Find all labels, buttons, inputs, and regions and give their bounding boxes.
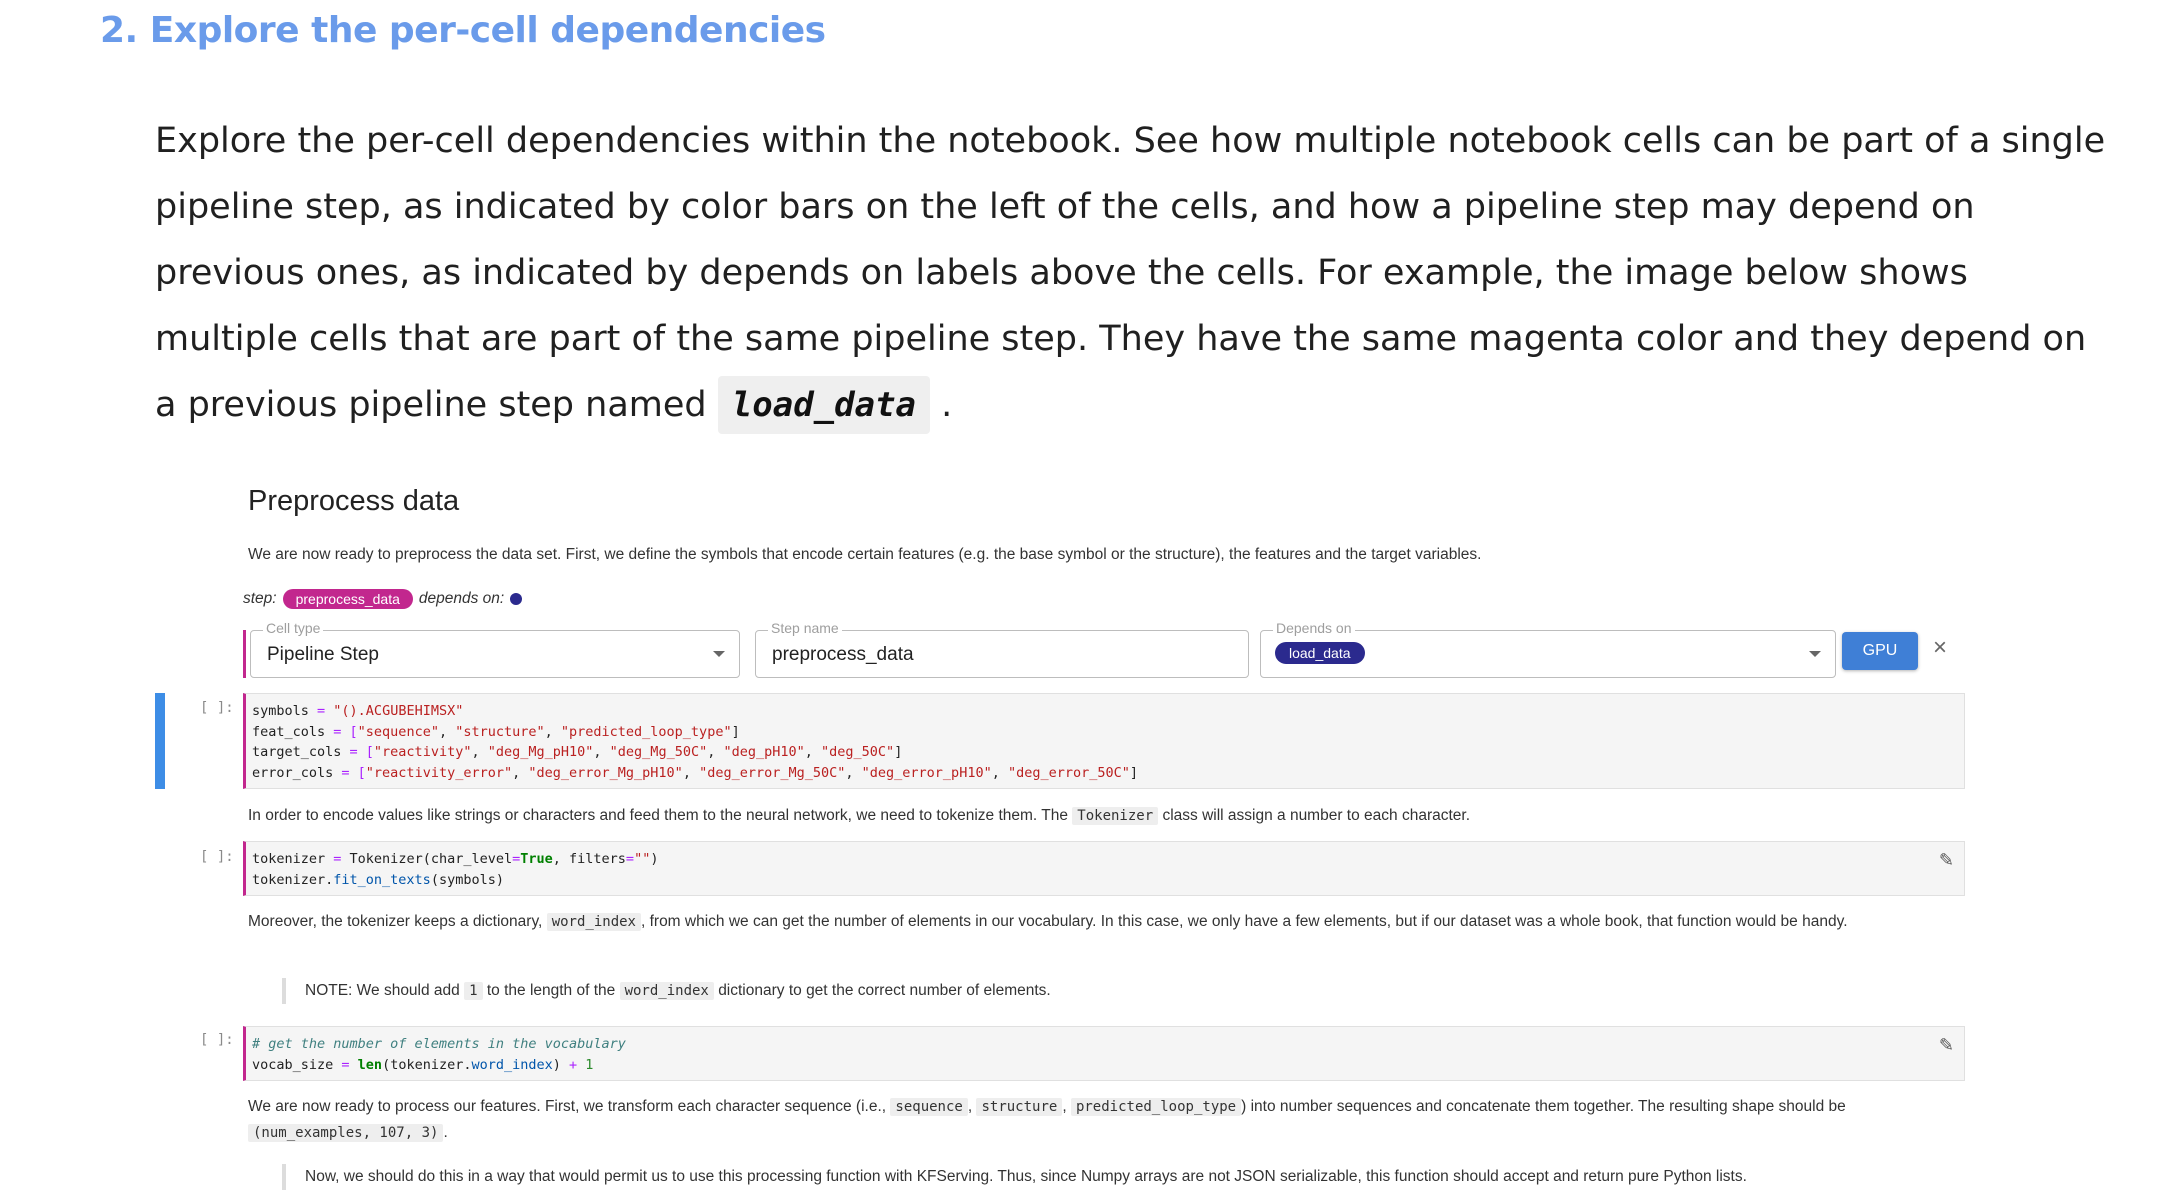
- word-index-code: word_index: [547, 913, 641, 931]
- pencil-icon[interactable]: ✎: [1938, 850, 1954, 870]
- pencil-icon[interactable]: ✎: [1938, 1035, 1954, 1055]
- section-heading: 2. Explore the per-cell dependencies: [100, 10, 826, 51]
- step-name-value: preprocess_data: [772, 644, 914, 665]
- load-data-code: load_data: [718, 376, 930, 434]
- intro-text: Explore the per-cell dependencies within the notebook. See how multiple notebook cells can be part of a single pipeline step, as indicated by color bars on the left of the cells, and how a pipeline step may depend on previous ones, as indicated by depends on labels above the cells. For example, the image below shows multiple cells that are part of the same pipeline step. They have the same magenta color and they depend on a previous pipeline step named: [155, 121, 2106, 425]
- close-icon[interactable]: ×: [1933, 634, 1948, 661]
- dictionary-text: Moreover, the tokenizer keeps a dictionary, word_index , from which we can get the number of elements in our vocabulary. In this case, we only have a few elements, but if our dataset was a whole book, that function would be handy.: [248, 913, 1848, 930]
- final-note-quote: Now, we should do this in a way that would permit us to use this processing function with KFServing. Thus, since Numpy arrays are not JSON serializable, this function should accept and return pure Python lists.: [282, 1164, 1747, 1190]
- caret-down-icon: [713, 651, 725, 657]
- depends-legend: Depends on: [1273, 620, 1355, 636]
- code-cell-2-source: tokenizer = Tokenizer(char_level=True, filters="") tokenizer.fit_on_texts(symbols): [252, 851, 659, 888]
- step-color-bar: [243, 630, 246, 678]
- predicted-loop-type-code: predicted_loop_type: [1071, 1098, 1241, 1116]
- depends-label: depends on:: [418, 590, 505, 607]
- code-cell-3-source: # get the number of elements in the vocabulary vocab_size = len(tokenizer.word_index) + 1: [252, 1036, 626, 1073]
- depends-dot: [510, 593, 522, 605]
- code-cell-1-source: symbols = "().ACGUBEHIMSX" feat_cols = ["sequence", "structure", "predicted_loop_type"] target_cols = ["reactivity", "deg_Mg_pH10", "deg_Mg_50C", "deg_pH10", "deg_50C"] error_cols = ["reactivity_error", "deg_error_Mg_pH10", "deg_error_Mg_50C", "deg_error_pH10", "deg_error_50C"]: [252, 703, 1139, 781]
- sequence-code: sequence: [890, 1098, 967, 1116]
- depends-chip[interactable]: load_data: [1275, 642, 1365, 664]
- one-code: 1: [464, 982, 482, 1000]
- depends-on-select[interactable]: [1260, 620, 1836, 678]
- process-text: We are now ready to process our features. First, we transform each character sequence (i.e., sequence , structure , predicted_loop_type ) into number sequences and concatenate them together. The resulting shape should be (num_examples, 107, 3) .: [248, 1098, 1846, 1141]
- step-name-legend: Step name: [768, 620, 842, 636]
- cell-prompt: [ ]:: [200, 849, 234, 865]
- gpu-button[interactable]: GPU: [1842, 632, 1918, 670]
- code-cell-1[interactable]: [243, 693, 1965, 789]
- tokenizer-code: Tokenizer: [1072, 807, 1158, 825]
- notebook-screenshot: [155, 460, 1965, 1192]
- tokenize-text: In order to encode values like strings or characters and feed them to the neural network, we need to tokenize them. The Tokenizer class will assign a number to each character.: [248, 807, 1471, 824]
- notebook-description: We are now ready to preprocess the data set. First, we define the symbols that encode certain features (e.g. the base symbol or the structure), the features and the target variables.: [248, 546, 1482, 563]
- step-name-input[interactable]: [755, 620, 1249, 678]
- cell-type-value: Pipeline Step: [267, 644, 379, 665]
- caret-down-icon: [1809, 651, 1821, 657]
- word-index-code-2: word_index: [620, 982, 714, 1000]
- step-label: step:: [243, 590, 277, 607]
- code-cell-3[interactable]: [243, 1026, 1965, 1081]
- code-cell-2[interactable]: [243, 841, 1965, 896]
- note-quote: NOTE: We should add 1 to the length of the word_index dictionary to get the correct number of elements.: [282, 978, 1051, 1004]
- cell-prompt: [ ]:: [200, 700, 234, 716]
- cell-prompt: [ ]:: [200, 1032, 234, 1048]
- intro-end: .: [941, 385, 953, 425]
- active-cell-bar: [155, 693, 165, 789]
- step-badge[interactable]: preprocess_data: [283, 589, 413, 609]
- cell-type-legend: Cell type: [263, 620, 323, 636]
- step-line: [243, 589, 522, 609]
- cell-type-select[interactable]: [250, 620, 740, 678]
- structure-code: structure: [976, 1098, 1062, 1116]
- intro-paragraph: [155, 108, 2115, 438]
- notebook-title: Preprocess data: [248, 485, 460, 517]
- shape-code: (num_examples, 107, 3): [248, 1124, 443, 1142]
